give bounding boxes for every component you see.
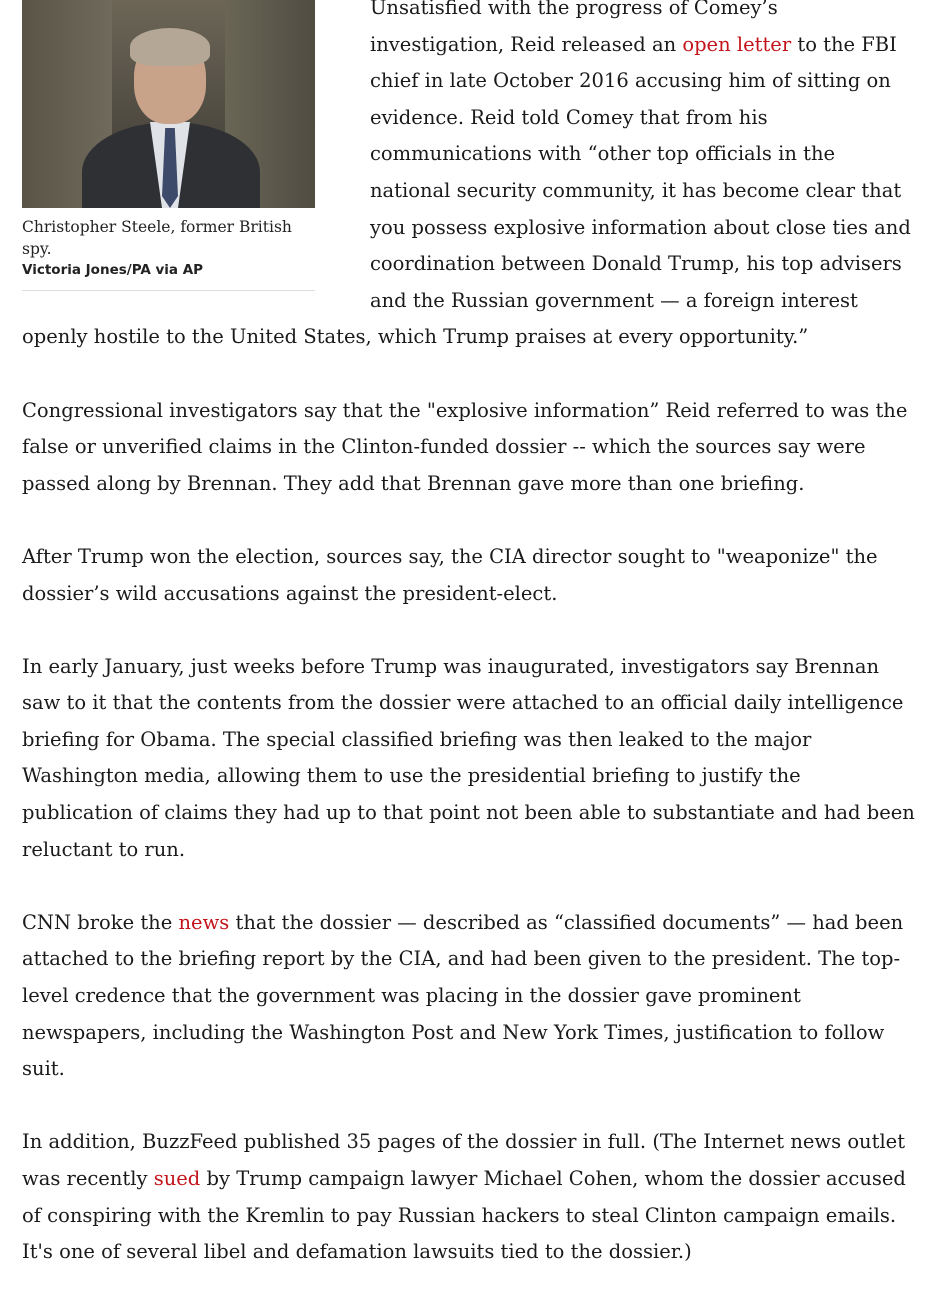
- paragraph-6: [22, 1124, 917, 1270]
- paragraph-6-text-a: In addition, BuzzFeed published 35 pages of the dossier in full. (The Internet news outlet was recently: [22, 1130, 906, 1190]
- paragraph-2: Congressional investigators say that the "explosive information” Reid referred to was the false or unverified claims in the Clinton-funded dossier -- which the sources say were passed along by Brennan. They add that Brennan gave more than one briefing.: [22, 398, 908, 495]
- photo-figure: [22, 0, 315, 291]
- steele-photo[interactable]: [22, 0, 315, 208]
- article-body: [22, 0, 917, 1307]
- paragraph-5-text-a: CNN broke the: [22, 910, 179, 934]
- open-letter-link[interactable]: open letter: [682, 32, 792, 56]
- paragraph-4: In early January, just weeks before Trump was inaugurated, investigators say Brennan saw to it that the contents from the dossier were attached to an official daily intelligence briefing for Obama. The special classified briefing was then leaked to the major Washington media, allowing them to use the presidential briefing to justify the publication of claims they had up to that point not been able to substantiate and had been reluctant to run.: [22, 654, 915, 861]
- paragraph-3: After Trump won the election, sources say, the CIA director sought to "weaponize" the dossier’s wild accusations against the president-elect.: [22, 544, 878, 605]
- sued-link[interactable]: sued: [153, 1167, 201, 1190]
- paragraph-5: [22, 905, 917, 1088]
- news-link[interactable]: news: [178, 910, 230, 934]
- paragraph-1-text-b: to the FBI chief in late October 2016 accusing him of sitting on evidence. Reid told Comey that from his communications with “other top officials in the national security community, it has become clear that you possess explosive information about close ties and coordination between Donald Trump, his top advisers and the Russian government — a foreign interest openly hostile to the United States, which Trump praises at every opportunity.”: [22, 32, 911, 349]
- photo-credit: Victoria Jones/PA via AP: [22, 260, 315, 291]
- paragraph-6-text-b: by Trump campaign lawyer Michael Cohen, whom the dossier accused of conspiring with the Kremlin to pay Russian hackers to steal Clinton campaign emails. It's one of several libel and defamation lawsuits tied to the dossier.): [22, 1167, 906, 1264]
- paragraph-1-text-a: Unsatisfied with the progress of Comey’s investigation, Reid released an: [370, 0, 778, 56]
- photo-caption: Christopher Steele, former British spy.: [22, 218, 292, 258]
- paragraph-5-text-b: that the dossier — described as “classified documents” — had been attached to the briefing report by the CIA, and had been given to the president. The top-level credence that the government was placing in the dossier gave prominent newspapers, including the Washington Post and New York Times, justification to follow suit.: [22, 910, 904, 1081]
